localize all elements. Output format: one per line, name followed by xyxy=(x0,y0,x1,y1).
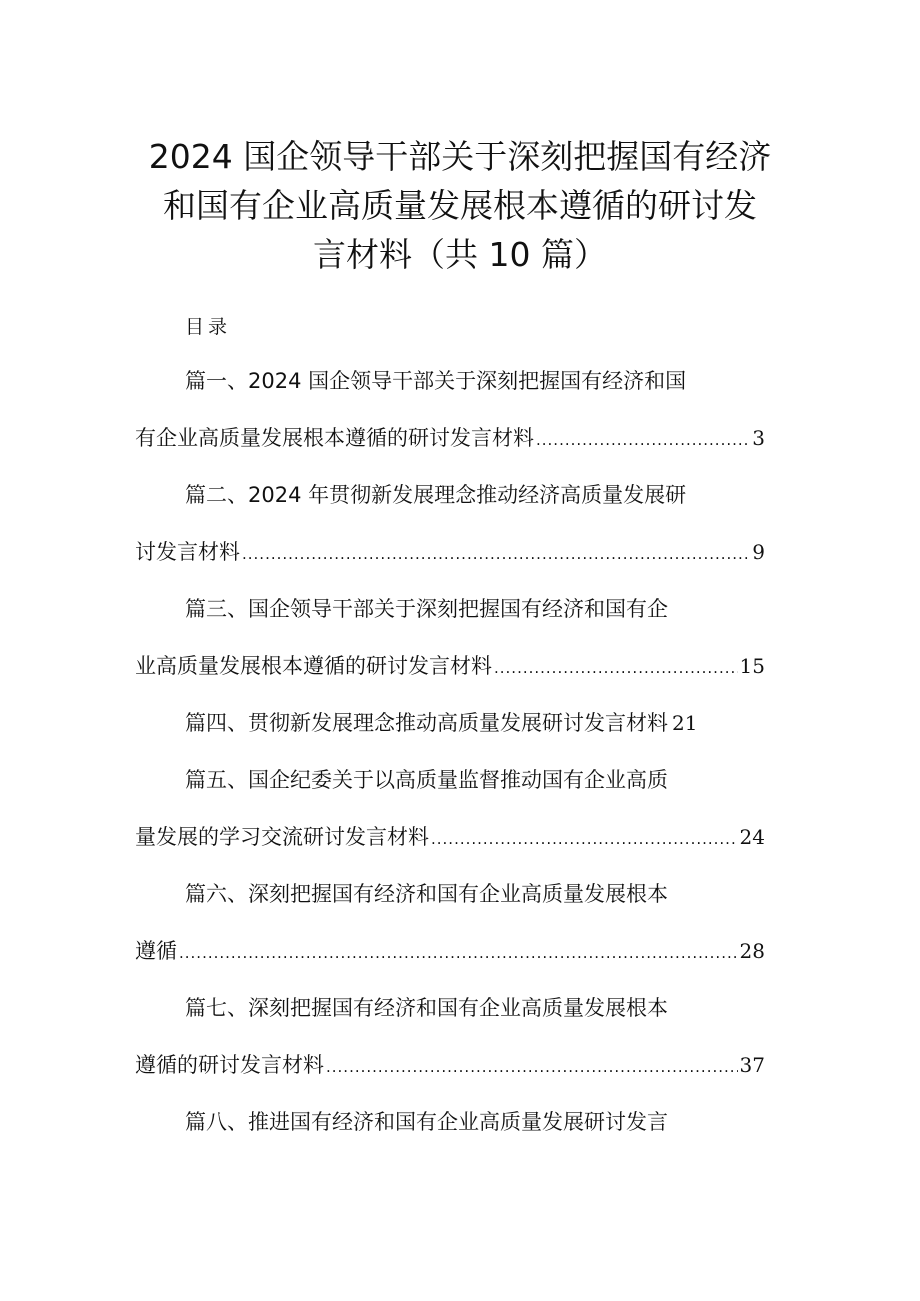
toc-entry-text: 篇三、国企领导干部关于深刻把握国有经济和国有企 xyxy=(185,597,668,621)
toc-entry-line[interactable] xyxy=(135,1101,765,1158)
toc-page-number: 3 xyxy=(752,426,765,450)
dot-leader xyxy=(536,419,750,461)
toc-entry-line[interactable] xyxy=(135,816,765,873)
toc-entry-text: 篇八、推进国有经济和国有企业高质量发展研讨发言 xyxy=(185,1110,668,1134)
toc-entry-line[interactable] xyxy=(135,531,765,588)
table-of-contents xyxy=(135,360,765,1158)
toc-entry-text: 遵循的研讨发言材料 xyxy=(135,1053,324,1077)
toc-entry-text: 篇一、2024 国企领导干部关于深刻把握国有经济和国 xyxy=(185,369,687,393)
toc-entry-text: 篇七、深刻把握国有经济和国有企业高质量发展根本 xyxy=(185,996,668,1020)
toc-entry-line[interactable] xyxy=(135,759,765,816)
toc-entry-text: 篇六、深刻把握国有经济和国有企业高质量发展根本 xyxy=(185,882,668,906)
toc-entry-line[interactable] xyxy=(135,588,765,645)
toc-entry-line[interactable] xyxy=(135,1044,765,1101)
dot-leader xyxy=(242,533,750,575)
document-title xyxy=(120,132,800,279)
title-line: 2024 国企领导干部关于深刻把握国有经济 xyxy=(148,137,772,176)
toc-page-number: 24 xyxy=(739,825,765,849)
dot-leader xyxy=(326,1046,738,1088)
toc-entry-text: 遵循 xyxy=(135,939,177,963)
title-line: 和国有企业高质量发展根本遵循的研讨发 xyxy=(163,186,757,225)
toc-entry-line[interactable] xyxy=(135,873,765,930)
toc-entry-text: 篇四、贯彻新发展理念推动高质量发展研讨发言材料 xyxy=(185,711,668,735)
toc-entry-line[interactable] xyxy=(135,474,765,531)
toc-page-number: 21 xyxy=(672,711,698,735)
toc-entry-line[interactable] xyxy=(135,987,765,1044)
toc-entry-line[interactable] xyxy=(135,702,765,759)
title-line: 言材料（共 10 篇） xyxy=(313,235,607,274)
toc-entry-text: 量发展的学习交流研讨发言材料 xyxy=(135,825,429,849)
dot-leader xyxy=(431,818,738,860)
toc-page-number: 28 xyxy=(739,939,765,963)
toc-entry-text: 业高质量发展根本遵循的研讨发言材料 xyxy=(135,654,492,678)
toc-page-number: 37 xyxy=(739,1053,765,1077)
toc-entry-text: 篇二、2024 年贯彻新发展理念推动经济高质量发展研 xyxy=(185,483,687,507)
toc-page-number: 9 xyxy=(752,540,765,564)
toc-entry-text: 有企业高质量发展根本遵循的研讨发言材料 xyxy=(135,426,534,450)
toc-entry-line[interactable] xyxy=(135,360,765,417)
dot-leader xyxy=(179,932,738,974)
toc-page-number: 15 xyxy=(739,654,765,678)
toc-entry-line[interactable] xyxy=(135,930,765,987)
toc-entry-text: 篇五、国企纪委关于以高质量监督推动国有企业高质 xyxy=(185,768,668,792)
toc-entry-text: 讨发言材料 xyxy=(135,540,240,564)
dot-leader xyxy=(494,647,738,689)
toc-entry-line[interactable] xyxy=(135,645,765,702)
toc-entry-line[interactable] xyxy=(135,417,765,474)
toc-heading: 目录 xyxy=(185,316,232,338)
